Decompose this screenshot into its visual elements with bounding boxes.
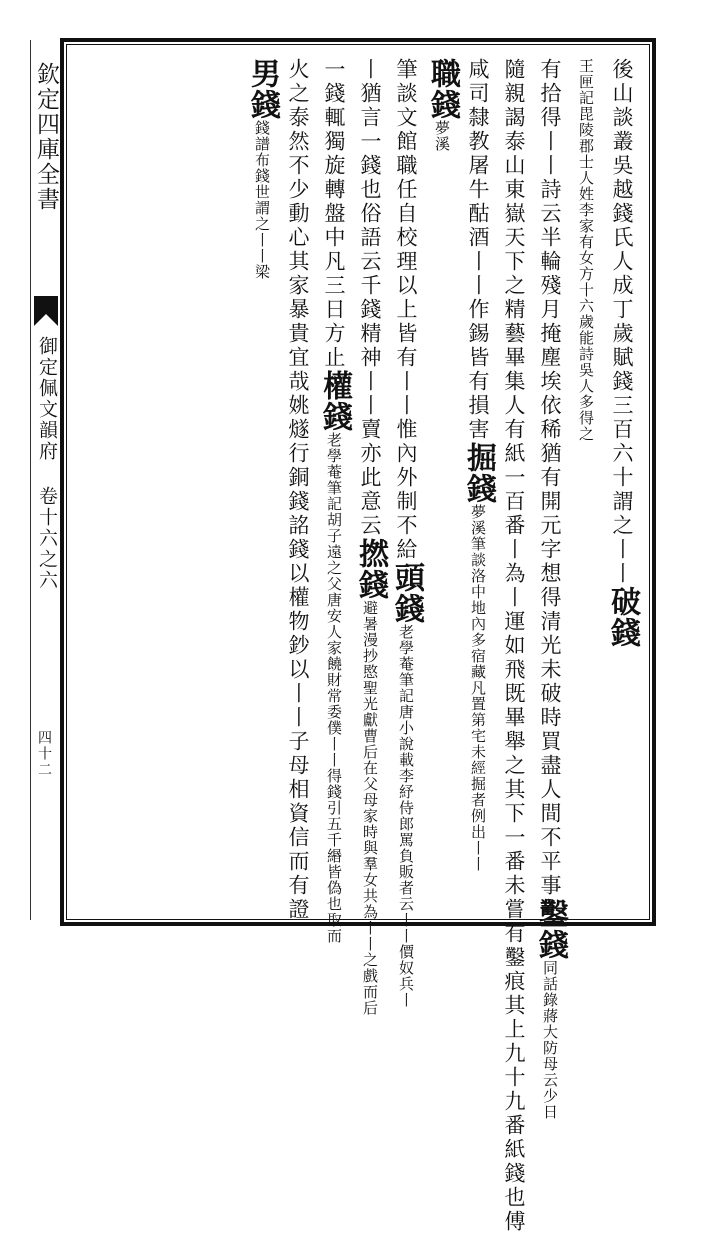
text-column: 隨親謁泰山東嶽天下之精藝畢集人有紙一百番丨為丨運如飛既畢舉之其下一番未嘗有鑿痕其上九十九番紙錢也傅 [502,58,526,1234]
text-column: 火之泰然不少動心其家暴貴宜哉姚燧行銅錢詺錢以權物鈔以丨丨子母相資信而有證 [286,58,310,922]
headword: 權錢 [317,370,352,432]
headword: 頭錢 [389,562,424,624]
headword: 破錢 [605,586,640,648]
fish-tail-mark-icon [32,294,60,328]
page-number: 四十二 [36,730,52,778]
text-column: 有拾得丨丨詩云半輪殘月掩塵埃依稀猶有開元字想得清光未破時買盡人間不平事鑿錢同話錄蔣大防母云少日 [533,58,568,1120]
text-columns [68,50,648,1234]
text-column: 咸司隸教屠牛酤酒丨丨作錫皆有損害掘錢夢溪筆談洛中地內多宿藏凡置第宅未經掘者例出丨丨 [461,58,496,872]
headword: 職錢 [425,58,460,120]
headword: 撚錢 [353,538,388,600]
text-column-note: 王匣記毘陵郡士人姓李家有女方十六歲能詩吳人多得之 [577,58,595,442]
margin-divider [30,40,31,920]
text-column: 職錢夢溪 [425,58,460,152]
text-column: 男錢錢譜布錢世謂之丨丨梁 [245,58,280,280]
collection-title: 欽定四庫全書 [33,62,59,212]
text-column: 丨猶言一錢也俗語云千錢精神丨丨賣亦此意云撚錢避暑漫抄愍聖光獻曹后在父母家時與羣女共為丨丨之戲而后 [353,58,388,1016]
headword: 掘錢 [461,442,496,504]
text-column: 筆談文館職任自校理以上皆有丨丨惟內外制不給頭錢老學菴筆記唐小說載李紓侍郎罵負販者云丨丨價奴兵丨 [389,58,424,1008]
book-title: 御定佩文韻府 卷十六之六 [36,336,58,591]
text-column: 後山談叢吳越錢氏人成丁歲賦錢三百六十謂之丨丨破錢 [605,58,640,648]
text-column: 一錢輒獨旋轉盤中凡三日方止權錢老學菴筆記胡子遠之父唐安人家饒財常委僕丨丨得錢引五千緡皆偽也取而 [317,58,352,944]
headword: 鑿錢 [533,898,568,960]
headword: 男錢 [245,58,280,120]
